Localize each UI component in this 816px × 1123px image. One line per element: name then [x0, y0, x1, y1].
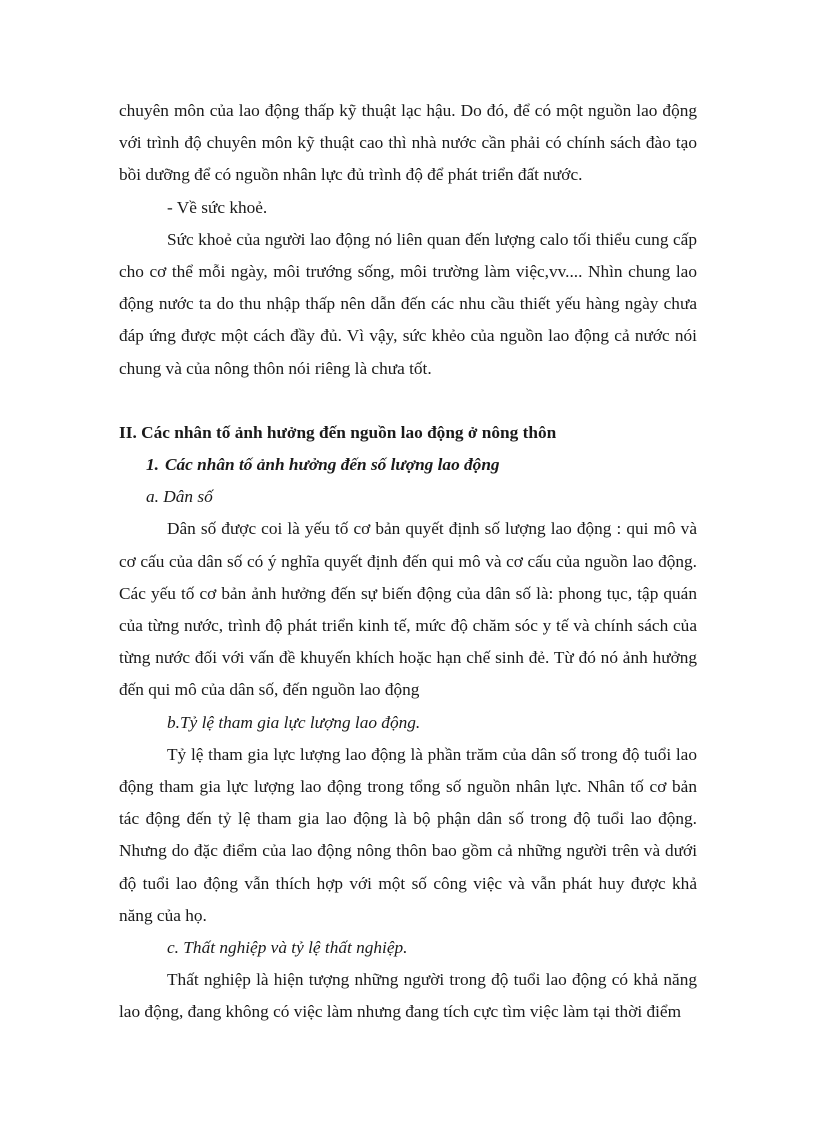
item-c-heading: c. Thất nghiệp và tỷ lệ thất nghiệp. [167, 938, 408, 958]
paragraph-training: chuyên môn của lao động thấp kỹ thuật lạc hậu. Do đó, để có một nguồn lao động với trình độ chuyên môn kỹ thuật cao thì nhà nước cần phải có chính sách đào tạo bồi dưỡng để có nguồn nhân lực đủ trình độ để phát triển đất nước. [119, 101, 697, 185]
subsection-heading [119, 449, 697, 481]
subsection-title: Các nhân tố ảnh hưởng đến số lượng lao động [165, 455, 500, 475]
paragraph-health: Sức khoẻ của người lao động nó liên quan đến lượng calo tối thiểu cung cấp cho cơ thể mỗi ngày, môi trướng sống, môi trường làm việc,vv.... Nhìn chung lao động nước ta do thu nhập thấp nên dẫn đến các nhu cầu thiết yếu hàng ngày chưa đáp ứng được một cách đầy đủ. Vì vậy, sức khẻo của nguồn lao động cả nước nói chung và của nông thôn nói riêng là chưa tốt. [119, 229, 697, 378]
item-a-heading: a. Dân số [146, 487, 213, 507]
item-b-heading: b.Tỷ lệ tham gia lực lượng lao động. [167, 712, 421, 732]
health-subheading: - Về sức khoẻ. [167, 197, 268, 217]
paragraph-participation: Tỷ lệ tham gia lực lượng lao động là phần trăm của dân số trong độ tuổi lao động tham gia lực lượng lao động trong tổng số nguồn nhân lực. Nhân tố cơ bản tác động đến tỷ lệ tham gia lao động là bộ phận dân số trong độ tuổi lao động. Nhưng do đặc điểm của lao động nông thôn bao gồm cả những người trên và dưới độ tuổi lao động vẫn thích hợp với một số công việc và vẫn phát huy được khả năng của họ. [119, 744, 697, 925]
section-heading: II. Các nhân tố ảnh hưởng đến nguồn lao động ở nông thôn [119, 422, 557, 442]
subsection-number: 1. [146, 455, 159, 475]
section-spacer [119, 385, 697, 417]
paragraph-unemployment: Thất nghiệp là hiện tượng những người trong độ tuổi lao động có khả năng lao động, đang không có việc làm nhưng đang tích cực tìm việc làm tại thời điểm [119, 970, 697, 1022]
paragraph-population: Dân số được coi là yếu tố cơ bản quyết định số lượng lao động : qui mô và cơ cấu của dân số có ý nghĩa quyết định đến qui mô và cơ cấu của nguồn lao động. Các yếu tố cơ bản ảnh hưởng đến sự biến động của dân số là: phong tục, tập quán của từng nước, trình độ phát triển kinh tế, mức độ chăm sóc y tế và chính sách của từng nước đối với vấn đề khuyến khích hoặc hạn chế sinh đẻ. Từ đó nó ảnh hưởng đến qui mô của dân số, đến nguồn lao động [119, 519, 697, 700]
document-body [119, 95, 697, 1029]
